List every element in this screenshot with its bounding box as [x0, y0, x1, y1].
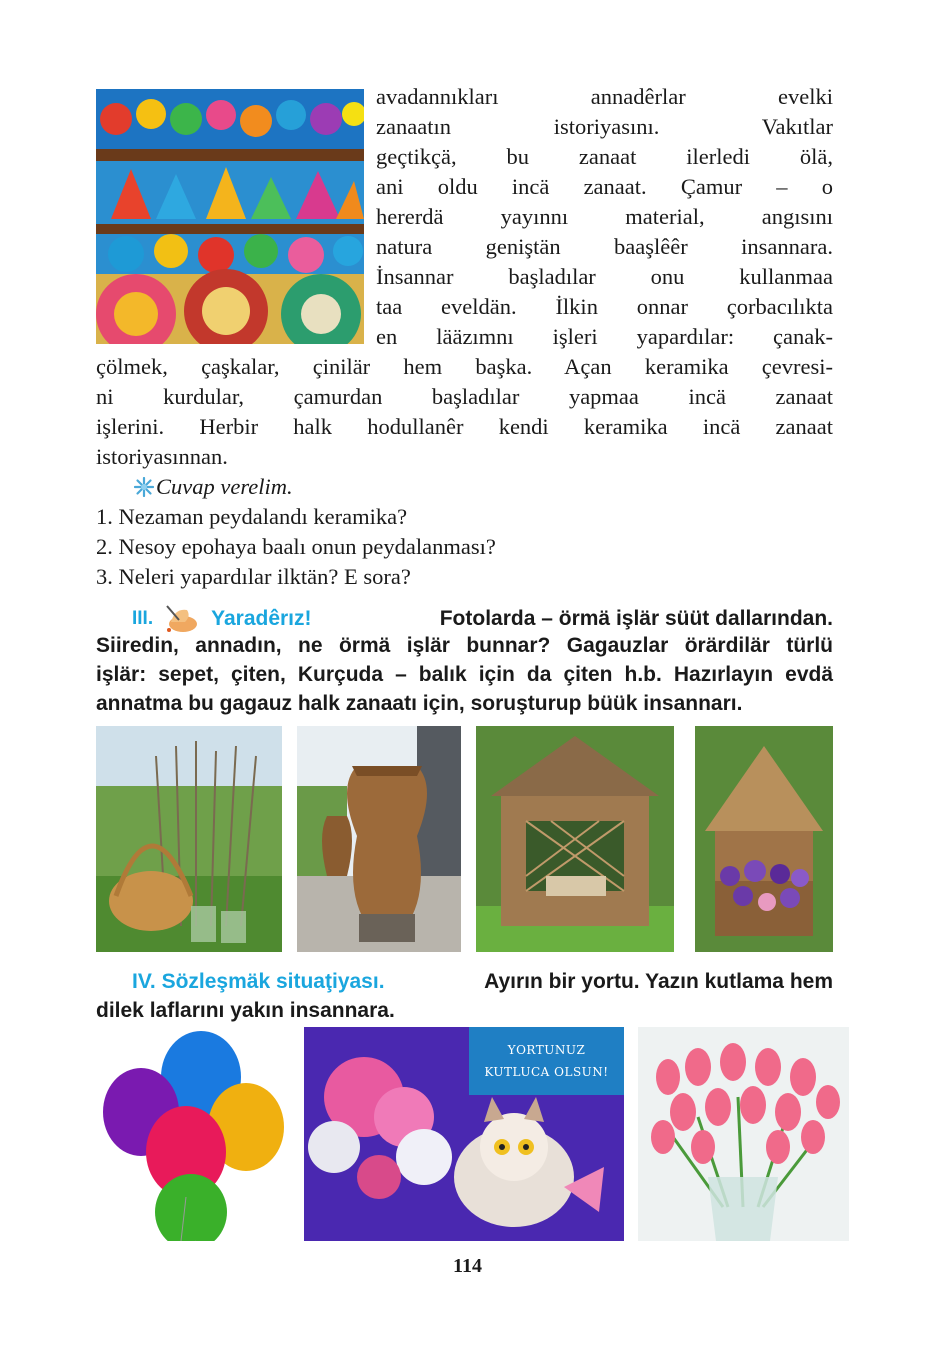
page-number: 114 — [453, 1255, 482, 1277]
pottery-photo — [96, 89, 364, 344]
intro-line-13: istoriyasınnan. — [96, 444, 228, 469]
task3-line-2: Siiredin, annadın, ne örmä işlär bunnar? Gagauzlar örärdilär türlü — [96, 634, 833, 657]
task3-line-3: işlär: sepet, çiten, Kurçuda – balık için da çiten h.b. Hazırlayın evdä — [96, 663, 833, 686]
task3-line-4: annatma bu gagauz halk zanaatı için, soruşturup büük insannarı. — [96, 692, 743, 715]
task4-line-1 — [96, 967, 833, 996]
intro-line-10: çölmek, çaşkalar, çinilär hem başka. Açan keramika çevresi- — [96, 354, 833, 379]
intro-line-12: işlerini. Herbir halk hodullanêr kendi keramika incä zanaat — [96, 414, 833, 439]
greeting-card-line-1: YORTUNUZ — [507, 1043, 586, 1057]
intro-line-1: avadannıkları annadêrlar evelki — [376, 84, 833, 109]
task4-text-1: Ayırın bir yortu. Yazın kutlama hem — [484, 970, 833, 993]
answer-heading-text: Cuvap verelim. — [156, 474, 293, 499]
sparkle-icon — [134, 477, 154, 497]
intro-line-3: geçtikçä, bu zanaat ilerledi ölä, — [376, 144, 833, 169]
greeting-card-banner — [469, 1027, 624, 1095]
greeting-card-line-2: KUTLUCA OLSUN! — [484, 1065, 609, 1079]
intro-line-7: İnsannar başladılar onu kullanmaa — [376, 264, 833, 289]
greeting-card-photo — [304, 1027, 624, 1241]
intro-line-6: natura geniştän baaşlêêr insannara. — [376, 234, 833, 259]
task4-title: IV. Sözleşmäk situaţiyası. — [132, 970, 385, 993]
intro-line-4: ani oldu incä zanaat. Çamur – o — [376, 174, 833, 199]
task3-text-1: Fotolarda – örmä işlär süüt dallarından. — [439, 606, 833, 630]
intro-line-9: en lääzımnı işleri yapardılar: çanak- — [376, 324, 833, 349]
crafting-hand-icon — [161, 602, 201, 634]
task3-title: Yaradêrız! — [211, 606, 312, 630]
wicker-basket-photo — [96, 726, 282, 952]
task3-number: III. — [132, 607, 154, 629]
intro-line-8: taa eveldän. İlkin onnar çorbacılıkta — [376, 294, 833, 319]
intro-line-5: hererdä yayınnı material, angısını — [376, 204, 833, 229]
wicker-birdhouse-photo — [695, 726, 833, 952]
balloons-photo — [101, 1027, 284, 1241]
task4-line-2: dilek laflarını yakın insannara. — [96, 999, 395, 1022]
wicker-vase-photo — [297, 726, 461, 952]
task3-line-1 — [96, 602, 833, 634]
question-1: 1. Nezaman peydalandı keramika? — [96, 504, 408, 529]
question-2: 2. Nesoy epohaya baalı onun peydalanması? — [96, 534, 496, 559]
answer-heading — [134, 472, 293, 502]
wicker-gazebo-photo — [476, 726, 674, 952]
intro-line-2: zanaatın istoriyasını. Vakıtlar — [376, 114, 833, 139]
tulips-photo — [638, 1027, 849, 1241]
question-3: 3. Neleri yapardılar ilktän? E sora? — [96, 564, 411, 589]
intro-line-11: ni kurdular, çamurdan başladılar yapmaa incä zanaat — [96, 384, 833, 409]
